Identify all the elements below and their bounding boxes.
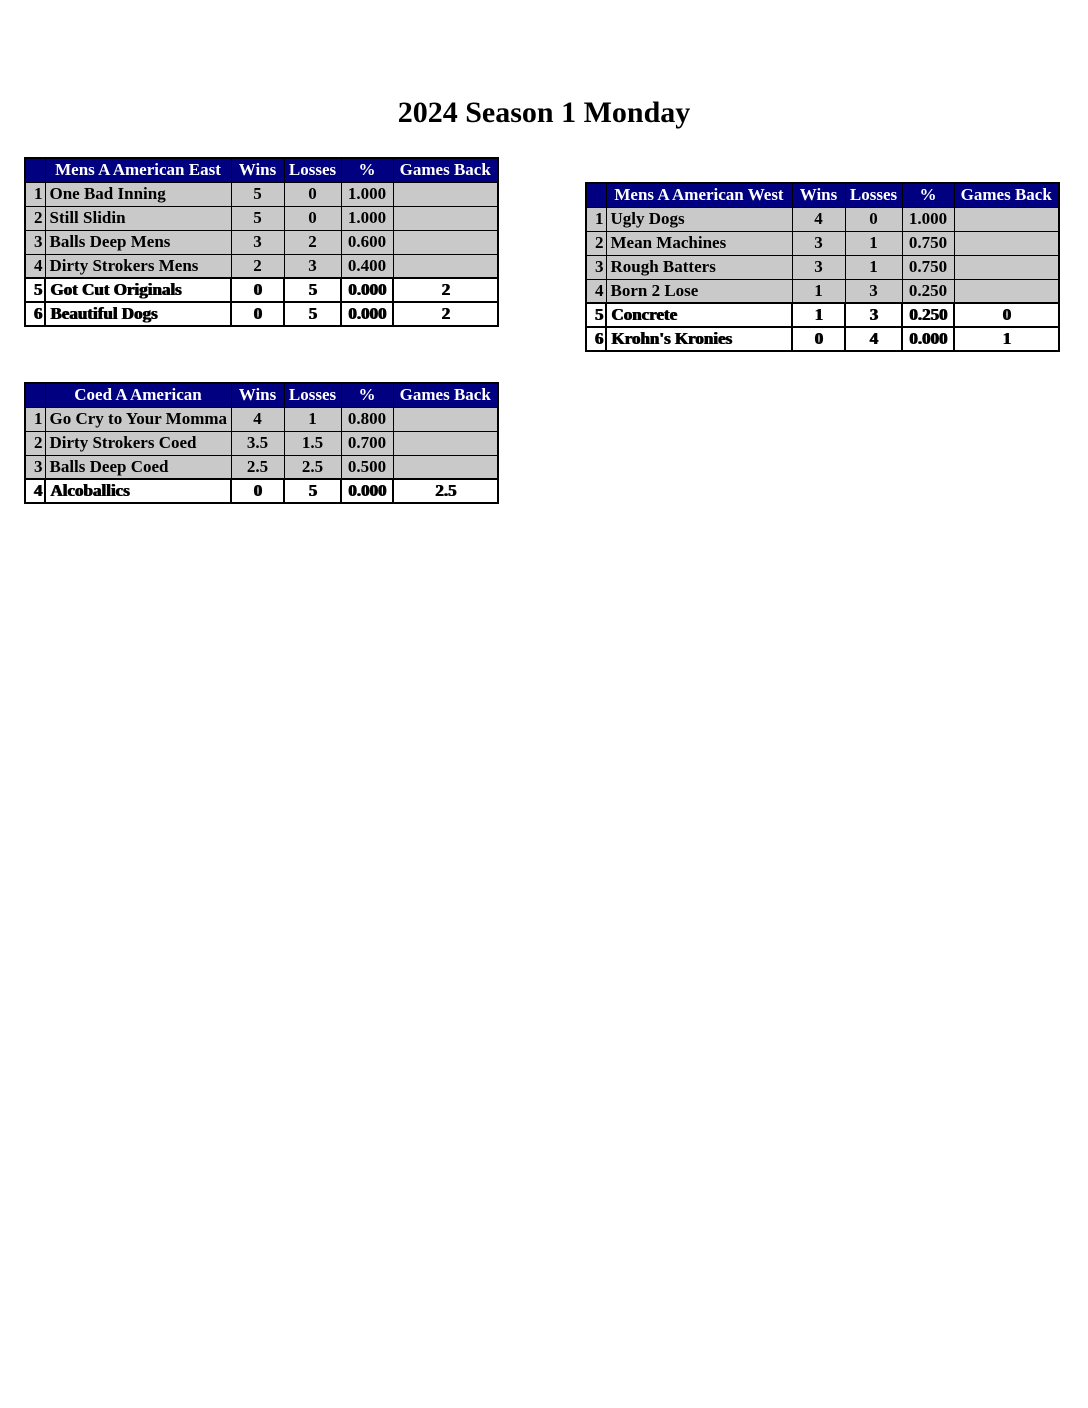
losses-cell: 2 [284, 230, 341, 254]
games-back-cell [393, 206, 498, 230]
games-back-cell: 1 [954, 327, 1059, 351]
rank-cell: 2 [25, 206, 45, 230]
rank-cell: 5 [586, 303, 606, 327]
wins-cell: 3 [792, 231, 845, 255]
wins-cell: 2 [231, 254, 284, 278]
pct-cell: 1.000 [902, 207, 954, 231]
team-name-cell: Dirty Strokers Mens [45, 254, 231, 278]
losses-cell: 5 [284, 479, 341, 503]
wins-column-header: Wins [231, 383, 284, 407]
header-row [586, 183, 1059, 207]
rank-cell: 6 [25, 302, 45, 326]
team-name-cell: Mean Machines [606, 231, 792, 255]
team-name-cell: Balls Deep Mens [45, 230, 231, 254]
pct-cell: 1.000 [341, 206, 393, 230]
standings-table-mens-east [24, 157, 499, 327]
pct-cell: 0.250 [902, 279, 954, 303]
wins-cell: 3 [231, 230, 284, 254]
rank-cell: 5 [25, 278, 45, 302]
table-row [25, 407, 498, 431]
losses-cell: 2.5 [284, 455, 341, 479]
losses-cell: 1 [845, 255, 902, 279]
rank-cell: 2 [586, 231, 606, 255]
table-row [25, 455, 498, 479]
wins-column-header: Wins [231, 158, 284, 182]
team-name-cell: One Bad Inning [45, 182, 231, 206]
pct-cell: 0.000 [902, 327, 954, 351]
losses-cell: 4 [845, 327, 902, 351]
wins-cell: 5 [231, 206, 284, 230]
losses-column-header: Losses [284, 158, 341, 182]
pct-cell: 0.400 [341, 254, 393, 278]
wins-cell: 0 [231, 302, 284, 326]
rank-cell: 1 [25, 407, 45, 431]
wins-cell: 1 [792, 303, 845, 327]
pct-column-header: % [341, 158, 393, 182]
wins-cell: 0 [792, 327, 845, 351]
header-row [25, 383, 498, 407]
losses-cell: 3 [845, 303, 902, 327]
page-title: 2024 Season 1 Monday [397, 96, 691, 129]
losses-cell: 0 [284, 206, 341, 230]
pct-cell: 0.750 [902, 231, 954, 255]
table-body [25, 407, 498, 503]
losses-cell: 1 [845, 231, 902, 255]
header-row [25, 158, 498, 182]
team-name-cell: Ugly Dogs [606, 207, 792, 231]
games-back-cell: 2 [393, 278, 498, 302]
rank-cell: 2 [25, 431, 45, 455]
rank-column-header [25, 383, 45, 407]
games-back-cell [954, 255, 1059, 279]
team-name-cell: Rough Batters [606, 255, 792, 279]
table-row [586, 207, 1059, 231]
table-row [586, 303, 1059, 327]
table-row [586, 279, 1059, 303]
pct-cell: 1.000 [341, 182, 393, 206]
losses-cell: 3 [284, 254, 341, 278]
wins-cell: 1 [792, 279, 845, 303]
table-row [25, 431, 498, 455]
games-back-cell [393, 407, 498, 431]
table-row [25, 302, 498, 326]
losses-cell: 0 [845, 207, 902, 231]
wins-cell: 3.5 [231, 431, 284, 455]
table-body [25, 182, 498, 326]
table-row [25, 278, 498, 302]
table-row [586, 231, 1059, 255]
pct-cell: 0.800 [341, 407, 393, 431]
pct-cell: 0.000 [341, 302, 393, 326]
wins-column-header: Wins [792, 183, 845, 207]
team-name-cell: Got Cut Originals [45, 278, 231, 302]
games-back-cell [393, 182, 498, 206]
table-row [25, 182, 498, 206]
losses-column-header: Losses [845, 183, 902, 207]
losses-column-header: Losses [284, 383, 341, 407]
table-row [586, 255, 1059, 279]
games-back-cell: 2.5 [393, 479, 498, 503]
table-row [25, 479, 498, 503]
rank-cell: 1 [586, 207, 606, 231]
losses-cell: 1 [284, 407, 341, 431]
losses-cell: 5 [284, 302, 341, 326]
wins-cell: 4 [792, 207, 845, 231]
pct-cell: 0.000 [341, 479, 393, 503]
standings-table-mens-west [585, 182, 1060, 352]
games-back-cell [954, 279, 1059, 303]
rank-column-header [586, 183, 606, 207]
rank-cell: 4 [586, 279, 606, 303]
division-title: Mens A American East [45, 158, 231, 182]
losses-cell: 0 [284, 182, 341, 206]
games-back-cell [954, 207, 1059, 231]
wins-cell: 3 [792, 255, 845, 279]
games-back-column-header: Games Back [393, 158, 498, 182]
team-name-cell: Still Slidin [45, 206, 231, 230]
team-name-cell: Concrete [606, 303, 792, 327]
team-name-cell: Krohn's Kronies [606, 327, 792, 351]
rank-cell: 4 [25, 479, 45, 503]
games-back-cell [393, 431, 498, 455]
rank-cell: 4 [25, 254, 45, 278]
pct-column-header: % [902, 183, 954, 207]
pct-cell: 0.700 [341, 431, 393, 455]
games-back-cell [393, 254, 498, 278]
pct-column-header: % [341, 383, 393, 407]
table-row [25, 254, 498, 278]
games-back-cell: 2 [393, 302, 498, 326]
wins-cell: 2.5 [231, 455, 284, 479]
pct-cell: 0.500 [341, 455, 393, 479]
team-name-cell: Balls Deep Coed [45, 455, 231, 479]
pct-cell: 0.000 [341, 278, 393, 302]
table-row [586, 327, 1059, 351]
table-row [25, 230, 498, 254]
team-name-cell: Dirty Strokers Coed [45, 431, 231, 455]
team-name-cell: Alcoballics [45, 479, 231, 503]
rank-cell: 3 [25, 455, 45, 479]
games-back-column-header: Games Back [393, 383, 498, 407]
rank-cell: 3 [25, 230, 45, 254]
team-name-cell: Go Cry to Your Momma [45, 407, 231, 431]
wins-cell: 0 [231, 479, 284, 503]
division-title: Mens A American West [606, 183, 792, 207]
pct-cell: 0.250 [902, 303, 954, 327]
games-back-cell: 0 [954, 303, 1059, 327]
rank-column-header [25, 158, 45, 182]
games-back-cell [393, 230, 498, 254]
wins-cell: 5 [231, 182, 284, 206]
wins-cell: 0 [231, 278, 284, 302]
rank-cell: 3 [586, 255, 606, 279]
games-back-cell [393, 455, 498, 479]
team-name-cell: Born 2 Lose [606, 279, 792, 303]
rank-cell: 1 [25, 182, 45, 206]
rank-cell: 6 [586, 327, 606, 351]
table-body [586, 207, 1059, 351]
division-title: Coed A American [45, 383, 231, 407]
standings-table-coed [24, 382, 499, 504]
wins-cell: 4 [231, 407, 284, 431]
pct-cell: 0.750 [902, 255, 954, 279]
team-name-cell: Beautiful Dogs [45, 302, 231, 326]
games-back-column-header: Games Back [954, 183, 1059, 207]
losses-cell: 1.5 [284, 431, 341, 455]
losses-cell: 3 [845, 279, 902, 303]
losses-cell: 5 [284, 278, 341, 302]
pct-cell: 0.600 [341, 230, 393, 254]
games-back-cell [954, 231, 1059, 255]
table-row [25, 206, 498, 230]
